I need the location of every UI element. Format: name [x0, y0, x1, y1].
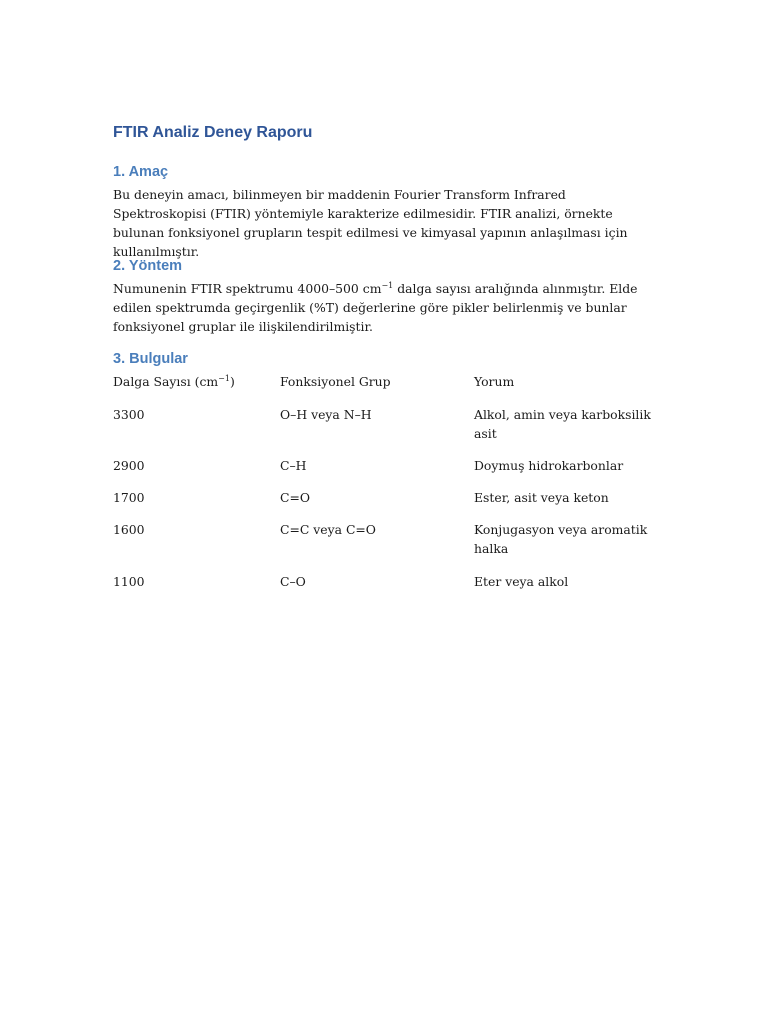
row-2-group: C–H [280, 458, 307, 473]
row-4-wavenumber: 1600 [113, 522, 145, 537]
method-paragraph [113, 279, 653, 336]
section-heading-method: 2. Yöntem [113, 258, 183, 274]
header-wavenumber-exponent: −1 [218, 374, 230, 383]
row-5-group: C–O [280, 574, 306, 589]
header-wavenumber-suffix: ) [229, 374, 235, 389]
row-2-comment: Doymuş hidrokarbonlar [474, 458, 624, 473]
row-1-group: O–H veya N–H [280, 407, 372, 422]
row-1-wavenumber: 3300 [113, 407, 145, 422]
header-wavenumber [113, 372, 278, 391]
method-text-part-1: Numunenin FTIR spektrumu 4000–500 cm [113, 281, 382, 296]
row-3-wavenumber: 1700 [113, 490, 145, 505]
row-3-group: C=O [280, 490, 311, 505]
purpose-paragraph: Bu deneyin amacı, bilinmeyen bir maddenin Fourier Transform Infrared Spektroskopisi (FTIR) yöntemiyle karakterize edilmesidir. FTIR analizi, örnekte bulunan fonksiyonel grupların tespit edilmesi ve kimyasal yapının anlaşılması için kullanılmıştır. [113, 187, 628, 259]
row-3-comment: Ester, asit veya keton [474, 490, 609, 505]
row-4-comment: Konjugasyon veya aromatik halka [474, 522, 648, 556]
method-text-part-2: dalga sayısı aralığında alınmıştır. Elde edilen spektrumda geçirgenlik (%T) değerlerine göre pikler belirlenmiş ve bunlar fonksiyonel gruplar ile ilişkilendirilmiştir. [113, 281, 638, 334]
header-functional-group: Fonksiyonel Grup [280, 374, 391, 389]
header-wavenumber-prefix: Dalga Sayısı (cm [113, 374, 219, 389]
row-1-comment: Alkol, amin veya karboksilik asit [474, 407, 651, 441]
row-2-wavenumber: 2900 [113, 458, 145, 473]
method-unit-exponent: −1 [381, 281, 394, 290]
row-4-group: C=C veya C=O [280, 522, 376, 537]
row-5-comment: Eter veya alkol [474, 574, 569, 589]
section-heading-findings: 3. Bulgular [113, 351, 188, 367]
row-5-wavenumber: 1100 [113, 574, 145, 589]
header-comment: Yorum [474, 374, 515, 389]
document-title: FTIR Analiz Deney Raporu [113, 124, 313, 141]
section-heading-purpose: 1. Amaç [113, 164, 169, 180]
